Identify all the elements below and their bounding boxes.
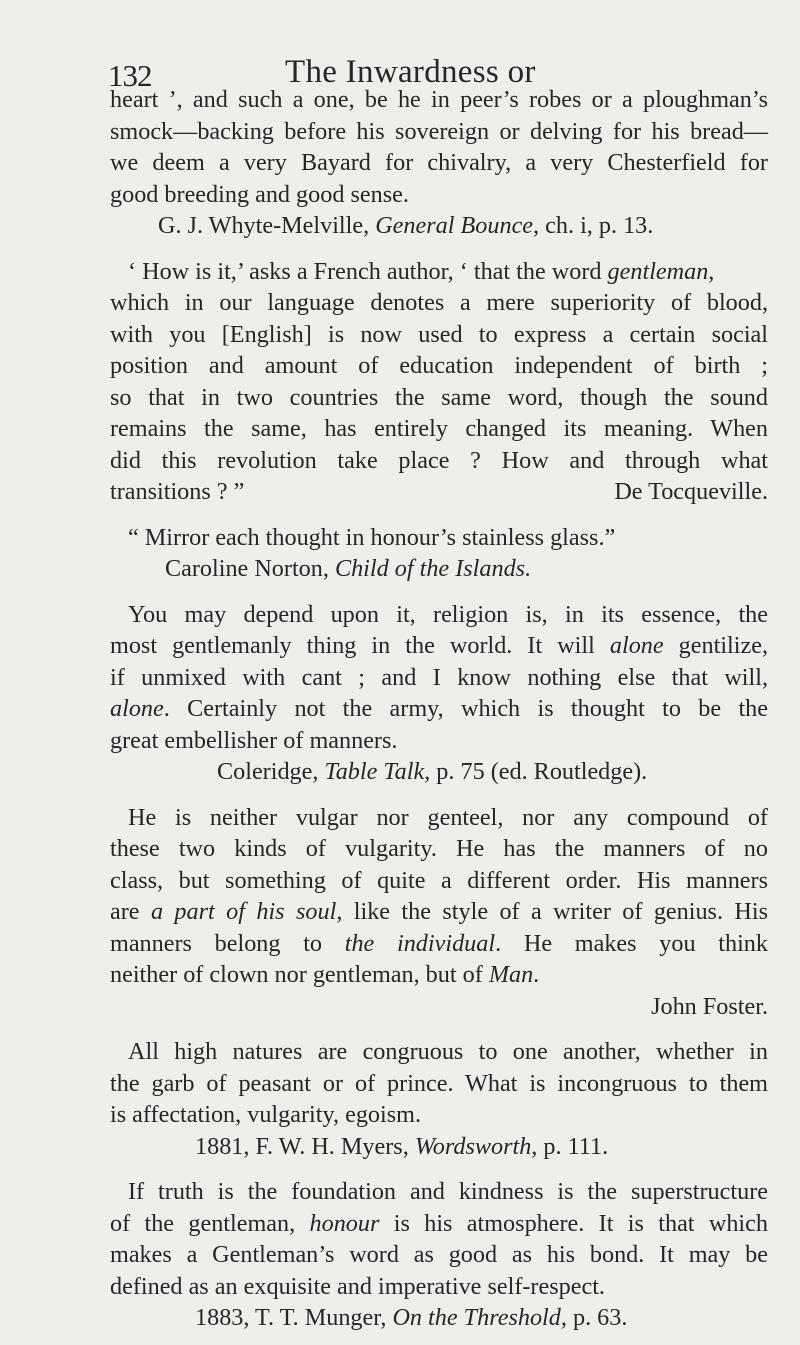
text-line: these two kinds of vulgarity. He has the manners of no <box>110 835 768 862</box>
attribution <box>110 1302 768 1334</box>
attribution-author: 1881, F. W. H. Myers, <box>195 1132 409 1160</box>
text-line: heart ’, and such a one, be he in peer’s robes or a ploughman’s <box>110 86 768 113</box>
attribution <box>110 210 768 242</box>
text-line: is affectation, vulgarity, egoism. <box>110 1101 421 1128</box>
text-line: most gentlemanly thing in the world. It will alone gentilize, <box>110 632 769 659</box>
text-line: if unmixed with cant ; and I know nothing else that will, <box>110 663 768 691</box>
text-line <box>110 476 768 508</box>
text-line: which in our language denotes a mere superiority of blood, <box>110 289 768 316</box>
text-line: alone. Certainly not the army, which is thought to be the <box>110 695 768 722</box>
text-line: manners belong to the individual. He makes you think <box>110 929 768 957</box>
running-title: The Inwardness or <box>285 54 536 90</box>
attribution-ref: p. 75 (ed. Routledge). <box>436 758 648 785</box>
text-line: are a part of his soul, like the style of a writer of genius. His <box>110 898 769 925</box>
page-number: 132 <box>108 58 152 93</box>
attribution-ref: p. 63. <box>572 1304 628 1331</box>
attribution-author: De Tocqueville. <box>614 478 768 505</box>
text-line: great embellisher of manners. <box>110 726 398 754</box>
attribution <box>110 1131 768 1163</box>
text-span: transitions ? ” <box>110 478 245 505</box>
quotation-munger <box>110 1176 768 1334</box>
text-line: position and amount of education independent of birth ; <box>110 352 768 379</box>
text-line: You may depend upon it, religion is, in its essence, the <box>128 600 768 628</box>
quotation-de-tocqueville <box>110 256 768 508</box>
text-line: did this revolution take place ? How and through what <box>110 446 768 474</box>
text-line: He is neither vulgar nor genteel, nor any compound of <box>128 803 768 831</box>
text-line: so that in two countries the same word, though the sound <box>110 383 768 411</box>
text-line: defined as an exquisite and imperative self-respect. <box>110 1272 605 1300</box>
attribution: John Foster. <box>651 992 768 1020</box>
quotation-whyte-melville <box>110 84 768 242</box>
text-line: class, but something of quite a different order. His manners <box>110 866 768 894</box>
attribution-author: Coleridge, <box>217 758 319 785</box>
text-line: “ Mirror each thought in honour’s stainless glass.” <box>128 523 616 551</box>
text-line: makes a Gentleman’s word as good as his bond. It may be <box>110 1241 768 1268</box>
attribution-work: Child of the Islands. <box>334 555 532 582</box>
text-line: of the gentleman, honour is his atmosphere. It is that which <box>110 1209 768 1237</box>
text-line: good breeding and good sense. <box>110 180 409 208</box>
text-line: neither of clown nor gentleman, but of Man. <box>110 961 540 988</box>
text-line: with you [English] is now used to express a certain social <box>110 320 768 348</box>
attribution-ref: ch. i, p. 13. <box>545 212 654 239</box>
attribution-work: Wordsworth, <box>414 1132 538 1160</box>
attribution-work: General Bounce, <box>375 212 540 239</box>
text-line: remains the same, has entirely changed its meaning. When <box>110 415 768 442</box>
quotation-john-foster <box>110 802 768 1023</box>
text-line: smock—backing before his sovereign or delving for his bread— <box>110 117 768 145</box>
attribution-ref: p. 111. <box>543 1132 609 1160</box>
attribution-author: Caroline Norton, <box>165 555 329 582</box>
quotation-coleridge <box>110 599 768 788</box>
italic-word: gentleman, <box>607 257 715 285</box>
attribution <box>110 756 768 788</box>
quotation-myers <box>110 1036 768 1162</box>
text-line: If truth is the foundation and kindness is the superstructure <box>128 1178 768 1205</box>
attribution-author: G. J. Whyte-Melville, <box>158 212 370 239</box>
quotation-caroline-norton <box>110 522 768 585</box>
attribution-work: Table Talk, <box>324 758 431 785</box>
text-line: the garb of peasant or of prince. What is incongruous to them <box>110 1069 768 1097</box>
attribution-author: 1883, T. T. Munger, <box>195 1304 387 1331</box>
attribution <box>110 553 768 585</box>
text-span: ‘ How is it,’ asks a French author, ‘ that the word <box>128 257 608 285</box>
page-body <box>110 84 768 1334</box>
attribution-work: On the Threshold, <box>392 1304 567 1331</box>
text-line: we deem a very Bayard for chivalry, a very Chesterfield for <box>110 149 768 176</box>
text-line <box>110 256 768 288</box>
text-line: All high natures are congruous to one another, whether in <box>128 1038 768 1065</box>
